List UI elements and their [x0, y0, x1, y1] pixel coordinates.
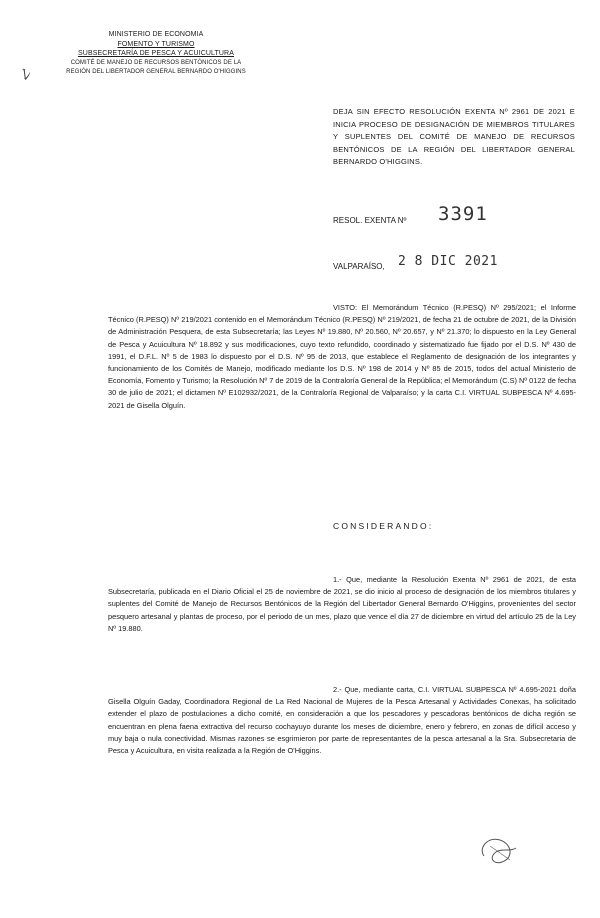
letterhead-comite: COMITÉ DE MANEJO DE RECURSOS BENTÓNICOS DE LA: [70, 59, 242, 66]
visto-text: VISTO: El Memorándum Técnico (R.PESQ) Nº 295/2021; el Informe Técnico (R.PESQ) Nº 219/2021 contenido en el Memorándum Técnico (R.PESQ) Nº 219/2021, de fecha 21 de octubre de 2021, de la División de Administración Pesquera, de esta Subsecretaría; las Leyes Nº 19.880, Nº 20.560, Nº 20.657, y Nº 21.370; lo dispuesto en la Ley General de Pesca y Acuicultura Nº 18.892 y sus modificaciones, cuyo texto refundido, coordinado y sistematizado fue fijado por el D.S. Nº 430 de 1991, el D.F.L. Nº 5 de 1983 lo dispuesto por el D.S. Nº 95 de 2013, que establece el Reglamento de designación de los integrantes y funcionamiento de los Comités de Manejo, modificado mediante los D.S. Nº 198 de 2014 y Nº 85 de 2015, todos del actual Ministerio de Economía, Fomento y Turismo; la Resolución Nº 7 de 2019 de la Contraloría General de la República; el Memorándum (C.S) Nº 0122 de fecha 30 de julio de 2021; el dictamen Nº E102932/2021, de la Contraloría Regional de Valparaíso; y la carta C.I. VIRTUAL SUBPESCA Nº 4.695-2021 de Gisella Olguín.: [108, 303, 576, 410]
letterhead-fomento: FOMENTO Y TURISMO: [117, 40, 195, 48]
resolution-label: RESOL. EXENTA Nº: [333, 216, 407, 225]
visto-paragraph: [108, 302, 576, 412]
resolution-number: 3391: [438, 203, 488, 225]
letterhead: [56, 30, 256, 77]
considerando-2-text: 2.- Que, mediante carta, C.I. VIRTUAL SUBPESCA Nº 4.695-2021 doña Gisella Olguín Gaday, Coordinadora Regional de La Red Nacional de Mujeres de la Pesca Artesanal y Actividades Conexas, ha solicitado extender el plazo de postulaciones a dicho comité, en consideración a que los pescadores y pescadoras bentónicos de dicha región se encuentran en plena faena extractiva del recurso cochayuyo durante los meses de diciembre, enero y febrero, en zonas de difícil acceso y muy baja o nula conectividad. Mismas razones se esgrimieron por parte de representantes de la pesca artesanal a la Sra. Subsecretaria de Pesca y Acuicultura, en visita realizada a la Región de O'Higgins.: [108, 685, 576, 756]
considerando-2: [108, 684, 576, 757]
date-stamp: 2 8 DIC 2021: [398, 254, 498, 269]
place-city: VALPARAÍSO,: [333, 262, 385, 271]
considerando-1-text: 1.- Que, mediante la Resolución Exenta Nº 2961 de 2021, de esta Subsecretaría, publicada en el Diario Oficial el 25 de noviembre de 2021, se dio inicio al proceso de designación de los miembros titulares y suplentes del Comité de Manejo de Recursos Bentónicos de la Región del Libertador General Bernardo O'Higgins, provenientes del sector pesquero artesanal y plantas de proceso, por el periodo de un mes, plazo que vence el día 27 de diciembre en virtud del artículo 25 de la Ley Nº 19.880.: [108, 575, 576, 633]
letterhead-ministry: MINISTERIO DE ECONOMIA: [108, 31, 204, 38]
handwritten-margin-mark: ﾚ: [20, 64, 33, 86]
initials-signature-icon: [470, 830, 530, 870]
considerando-heading: CONSIDERANDO:: [333, 521, 434, 531]
letterhead-region: REGIÓN DEL LIBERTADOR GENERAL BERNARDO O'HIGGINS: [66, 68, 246, 75]
resolution-subject: DEJA SIN EFECTO RESOLUCIÓN EXENTA Nº 2961 DE 2021 E INICIA PROCESO DE DESIGNACIÓN DE MIEMBROS TITULARES Y SUPLENTES DEL COMITÉ DE MANEJO DE RECURSOS BENTÓNICOS DE LA REGIÓN DEL LIBERTADOR GENERAL BERNARDO O'HIGGINS.: [333, 107, 575, 166]
considerando-1: [108, 574, 576, 635]
letterhead-subsecretaria: SUBSECRETARÍA DE PESCA Y ACUICULTURA: [78, 50, 234, 57]
